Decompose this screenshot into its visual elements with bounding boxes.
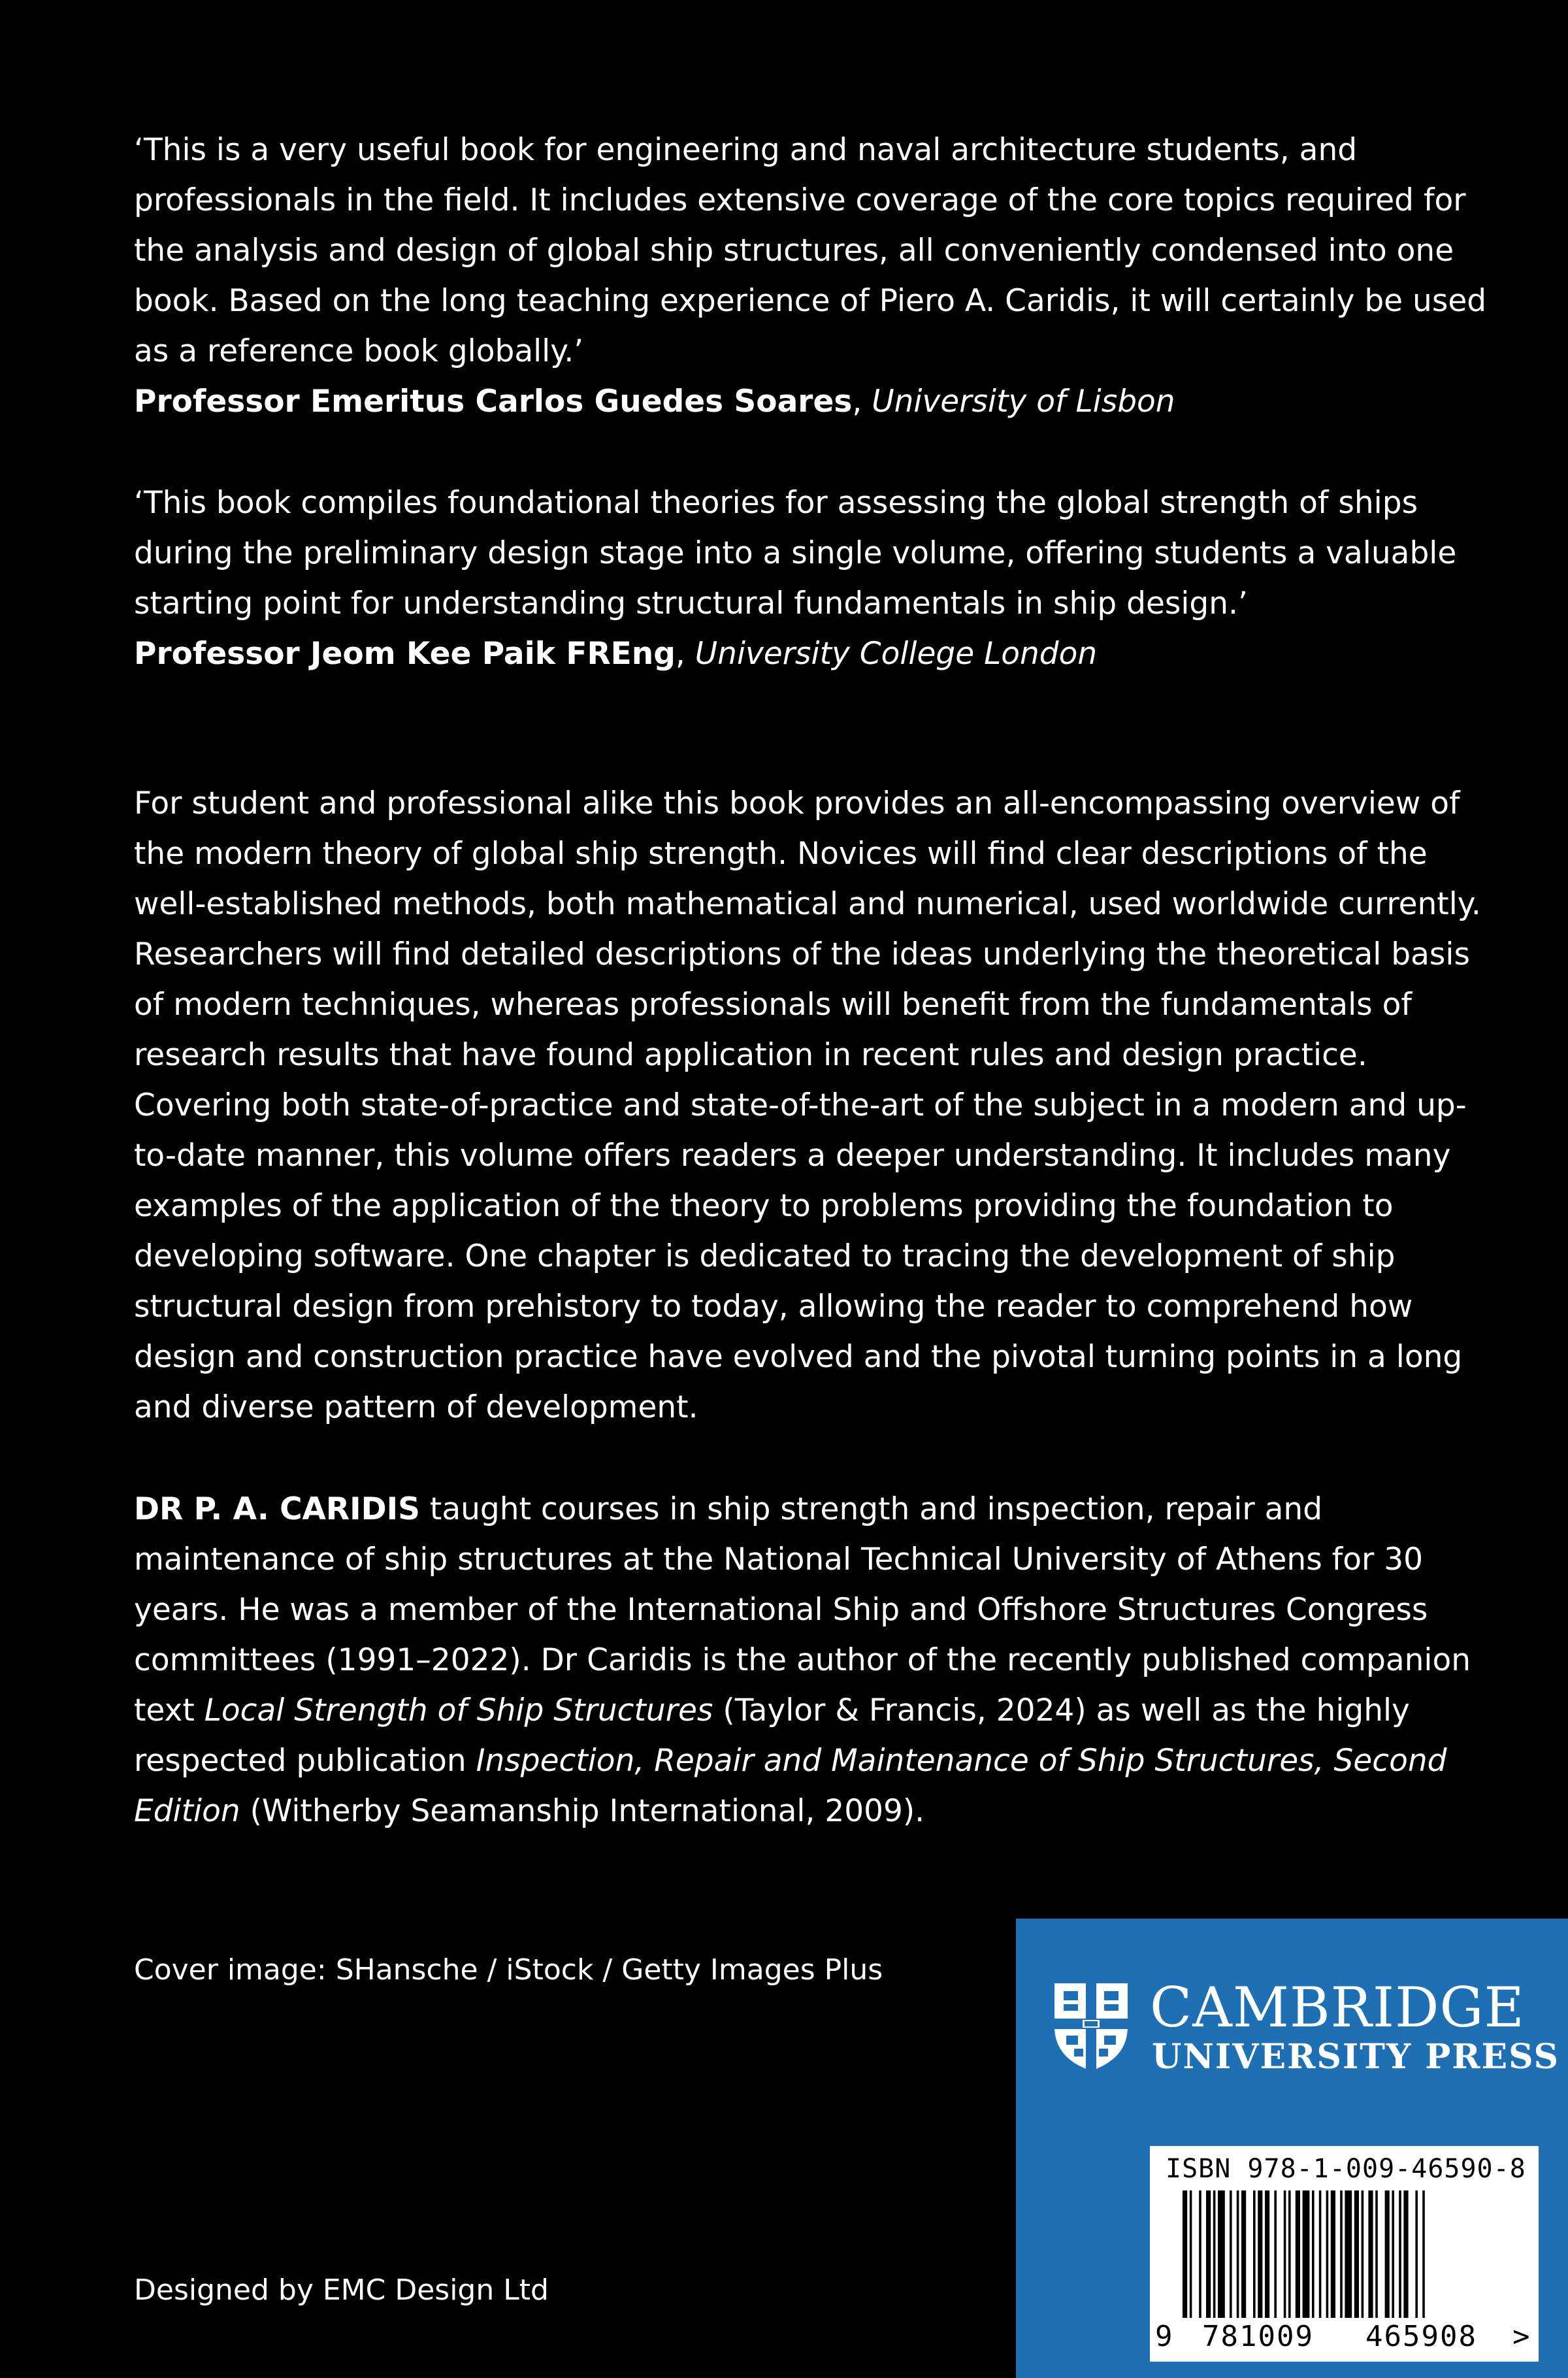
design-credit: Designed by EMC Design Ltd: [134, 2273, 549, 2307]
barcode-bar: [1312, 2190, 1315, 2318]
bio-text-part: (Taylor & Francis, 2024) as well as the highly respected publication: [134, 1693, 1410, 1779]
barcode-bar: [1385, 2190, 1390, 2318]
barcode-bar: [1265, 2190, 1269, 2318]
book-title-1: Local Strength of Ship Structures: [204, 1693, 713, 1728]
endorser-name: Professor Jeom Kee Paik FREng: [134, 636, 676, 672]
endorsement-quote: ‘This is a very useful book for engineering and naval architecture students, and professionals in the field. It includes extensive coverage of the core topics required for the analysis and design of global ship structures, all conveniently condensed into one book. Based on the long teaching experience of Piero A. Caridis, it will certainly be used as a reference book globally.’: [134, 132, 1487, 369]
endorser-separator: ,: [675, 636, 695, 672]
barcode-bar: [1199, 2190, 1201, 2318]
barcode-bar: [1354, 2190, 1359, 2318]
barcode-bar: [1399, 2190, 1401, 2318]
bio-text: [134, 1484, 1493, 1836]
book-title-2: Inspection, Repair and Maintenance of Ship Structures, Second Edition: [134, 1743, 1447, 1829]
endorsement-quote: ‘This book compiles foundational theories for assessing the global strength of ships during the preliminary design stage into a single volume, offering students a valuable starting point for understanding structural fundamentals in ship design.’: [134, 485, 1457, 621]
barcode-bar: [1183, 2190, 1187, 2318]
author-bio: [134, 1484, 1493, 1836]
barcode-bar: [1241, 2190, 1246, 2318]
barcode-bar: [1345, 2190, 1352, 2318]
barcode-digit-group-1: 781009: [1202, 2320, 1314, 2353]
barcode-bar: [1362, 2190, 1364, 2318]
barcode-digit-group-2: 465908: [1365, 2320, 1477, 2353]
isbn-barcode: [1150, 2146, 1539, 2362]
endorser-affiliation: University of Lisbon: [872, 384, 1175, 420]
endorsement-2: [134, 478, 1493, 679]
publisher-press: UNIVERSITY PRESS: [1152, 2037, 1560, 2077]
barcode-bar: [1206, 2190, 1211, 2318]
endorser-affiliation: University College London: [694, 636, 1098, 672]
isbn-label: ISBN 978-1-009-46590-8: [1166, 2154, 1526, 2184]
barcode-bar: [1258, 2190, 1262, 2318]
barcode-bar: [1368, 2190, 1373, 2318]
barcode-digit-lead: 9: [1155, 2320, 1173, 2353]
barcode-bar: [1288, 2190, 1291, 2318]
barcode-bar: [1218, 2190, 1225, 2318]
barcode-bar: [1303, 2190, 1310, 2318]
barcode-bar: [1190, 2190, 1192, 2318]
barcode-bars: [1183, 2190, 1522, 2318]
barcode-bar: [1284, 2190, 1286, 2318]
endorser-line: [134, 376, 1493, 427]
endorser-line: [134, 629, 1493, 679]
barcode-bar: [1392, 2190, 1394, 2318]
book-description: [134, 778, 1493, 1432]
barcode-bar: [1375, 2190, 1378, 2318]
barcode-bar: [1331, 2190, 1335, 2318]
endorser-separator: ,: [852, 384, 872, 420]
barcode-bar: [1213, 2190, 1216, 2318]
publisher-name: CAMBRIDGE: [1150, 1975, 1525, 2039]
barcode-bar: [1253, 2190, 1256, 2318]
barcode-bar: [1230, 2190, 1232, 2318]
barcode-bar: [1340, 2190, 1343, 2318]
barcode-bar: [1296, 2190, 1300, 2318]
barcode-bar: [1274, 2190, 1277, 2318]
endorser-name: Professor Emeritus Carlos Guedes Soares: [134, 384, 853, 420]
barcode-bar: [1237, 2190, 1239, 2318]
description-text: For student and professional alike this book provides an all-encompassing overview of the modern theory of global ship strength. Novices will find clear descriptions of the well-established methods, both mathematical and numerical, used worldwide currently. Researchers will find detailed descriptions of the ideas underlying the theoretical basis of modern techniques, whereas professionals will benefit from the fundamentals of research results that have found application in recent rules and design practice. Covering both state-of-practice and state-of-the-art of the subject in a modern and up-to-date manner, this volume offers readers a deeper understanding. It includes many examples of the application of the theory to problems providing the foundation to developing software. One chapter is dedicated to tracing the development of ship structural design from prehistory to today, allowing the reader to comprehend how design and construction practice have evolved and the pivotal turning points in a long and diverse pattern of development.: [134, 785, 1481, 1425]
publisher-panel: [1016, 1919, 1568, 2378]
barcode-bar: [1422, 2190, 1425, 2318]
endorsement-1: [134, 125, 1493, 427]
bio-text-part: taught courses in ship strength and inspection, repair and maintenance of ship structures at the National Technical University of Athens for 30 years. He was a member of the International Ship and Offshore Structures Congress committees (1991–2022). Dr Caridis is the author of the recently published companion text: [134, 1491, 1471, 1728]
barcode-bar: [1403, 2190, 1408, 2318]
barcode-bar: [1415, 2190, 1418, 2318]
barcode-quiet-zone-marker: >: [1512, 2320, 1530, 2353]
author-name: DR P. A. CARIDIS: [134, 1491, 420, 1527]
barcode-bar: [1319, 2190, 1322, 2318]
barcode-bar: [1326, 2190, 1329, 2318]
cover-image-credit: Cover image: SHansche / iStock / Getty Images Plus: [134, 1953, 883, 1987]
barcode-digits: [1150, 2317, 1539, 2356]
cambridge-shield-icon: [1052, 1981, 1130, 2072]
bio-text-part: (Witherby Seamanship International, 2009).: [240, 1793, 925, 1829]
